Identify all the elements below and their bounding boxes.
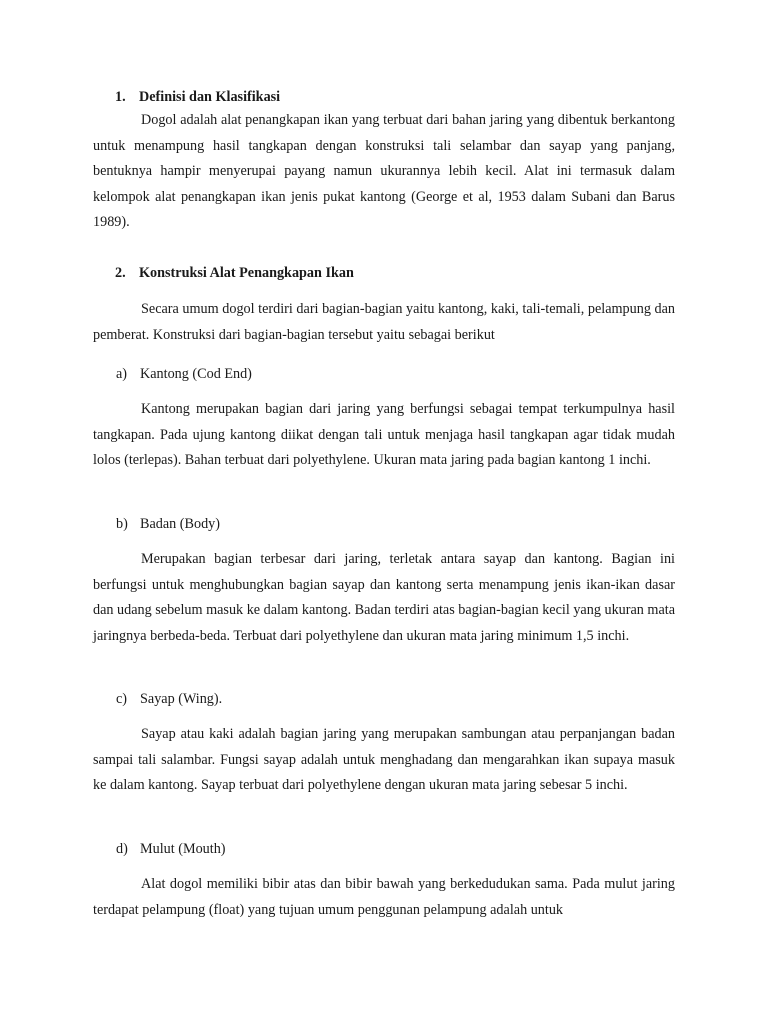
paragraph-text: Alat dogol memiliki bibir atas dan bibir bawah yang berkedudukan sama. Pada mulut jaring terdapat pelampung (float) yang tujuan umum penggunan pelampung adalah untuk [93, 876, 675, 918]
subsection-title: Sayap (Wing). [140, 691, 223, 707]
subsection-heading-c [93, 689, 675, 709]
paragraph-text: Secara umum dogol terdiri dari bagian-bagian yaitu kantong, kaki, tali-temali, pelampung dan pemberat. Konstruksi dari bagian-bagian tersebut yaitu sebagai berikut [93, 301, 675, 343]
subsection-heading-d [93, 839, 675, 859]
subsection-title: Badan (Body) [140, 516, 220, 532]
subsection-letter: d) [116, 841, 128, 857]
paragraph-definisi [93, 108, 675, 236]
subsection-letter: b) [116, 516, 128, 532]
paragraph-text: Dogol adalah alat penangkapan ikan yang terbuat dari bahan jaring yang dibentuk berkantong untuk menampung hasil tangkapan dengan konstruksi tali selambar dan sayap yang panjang, bentuknya hampir menyerupai payang namun ukurannya lebih kecil. Alat ini termasuk dalam kelompok alat penangkapan ikan jenis pukat kantong (George et al, 1953 dalam Subani dan Barus 1989). [93, 112, 675, 230]
subsection-letter: c) [116, 691, 128, 707]
subsection-title: Mulut (Mouth) [140, 841, 226, 857]
section-heading-1 [93, 87, 675, 107]
section-title: Definisi dan Klasifikasi [139, 89, 281, 105]
paragraph-text: Kantong merupakan bagian dari jaring yang berfungsi sebagai tempat terkumpulnya hasil tangkapan. Pada ujung kantong diikat dengan tali untuk menjaga hasil tangkapan agar tidak mudah lolos (terlepas). Bahan terbuat dari polyethylene. Ukuran mata jaring pada bagian kantong 1 inchi. [93, 401, 675, 468]
paragraph-konstruksi [93, 297, 675, 348]
paragraph-mulut [93, 872, 675, 923]
paragraph-kantong [93, 397, 675, 474]
subsection-heading-a [93, 364, 675, 384]
paragraph-badan [93, 547, 675, 649]
subsection-letter: a) [116, 366, 128, 382]
section-number: 2. [115, 265, 126, 281]
subsection-heading-b [93, 514, 675, 534]
section-number: 1. [115, 89, 126, 105]
subsection-title: Kantong (Cod End) [140, 366, 252, 382]
paragraph-sayap [93, 722, 675, 799]
section-title: Konstruksi Alat Penangkapan Ikan [139, 265, 354, 281]
paragraph-text: Merupakan bagian terbesar dari jaring, terletak antara sayap dan kantong. Bagian ini berfungsi untuk menghubungkan bagian sayap dan kantong serta menampung jenis ikan-ikan dasar dan udang sebelum masuk ke dalam kantong. Badan terdiri atas bagian-bagian kecil yang ukuran mata jaringnya berbeda-beda. Terbuat dari polyethylene dan ukuran mata jaring minimum 1,5 inchi. [93, 551, 675, 644]
paragraph-text: Sayap atau kaki adalah bagian jaring yang merupakan sambungan atau perpanjangan badan sampai tali salambar. Fungsi sayap adalah untuk menghadang dan mengarahkan ikan supaya masuk ke dalam kantong. Sayap terbuat dari polyethylene dengan ukuran mata jaring sebesar 5 inchi. [93, 726, 675, 793]
section-heading-2 [93, 263, 675, 283]
